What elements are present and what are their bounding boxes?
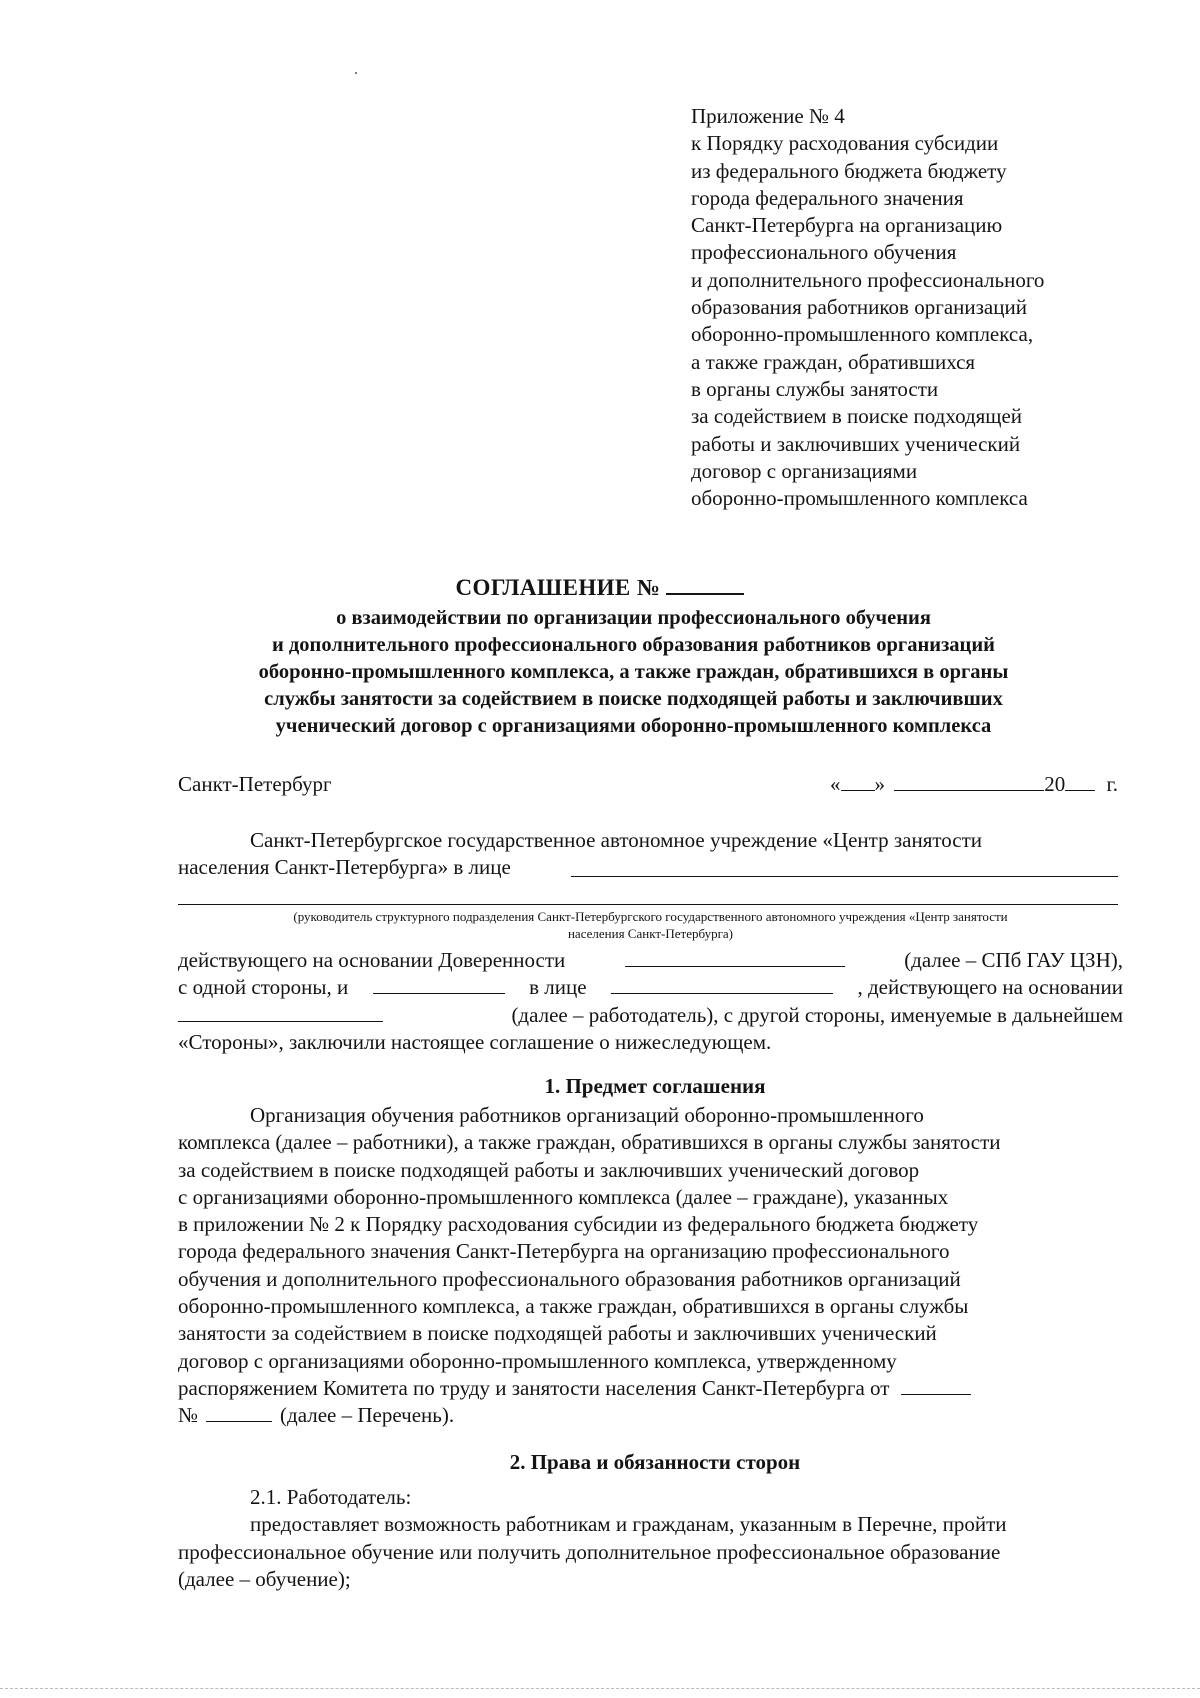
scan-edge: [0, 1688, 1200, 1690]
section-1-line: [178, 1320, 1123, 1347]
annex-line: оборонно-промышленного комплекса,: [691, 322, 1034, 347]
annex-reference: [691, 103, 1161, 512]
representative-blank: [571, 876, 1118, 877]
annex-line: города федерального значения: [691, 185, 964, 210]
city-name: Санкт-Петербург: [178, 772, 332, 796]
annex-line: а также граждан, обратившихся: [691, 349, 976, 374]
annex-line: образования работников организаций: [691, 295, 1027, 320]
date-open-quote: «: [830, 772, 841, 796]
agreement-title-text: СОГЛАШЕНИЕ №: [455, 575, 661, 600]
parties-line-2: [178, 854, 1123, 881]
section-1-line: [178, 1402, 1123, 1429]
annex-line: за содействием в поиске подходящей: [691, 404, 1023, 429]
annex-line: профессионального обучения: [691, 240, 957, 265]
day-blank: [841, 771, 875, 791]
section-2-line: [178, 1539, 1123, 1566]
annex-line: из федерального бюджета бюджету: [691, 158, 1007, 183]
subtitle-line: и дополнительного профессионального образования работников организаций: [272, 634, 995, 656]
parties-text: в лице: [529, 975, 587, 1000]
year-blank: [1065, 771, 1095, 791]
caption-line: населения Санкт-Петербурга): [567, 926, 734, 941]
annex-line: договор с организациями: [691, 458, 918, 483]
subtitle-line: службы занятости за содействием в поиске подходящей работы и заключивших: [264, 688, 1003, 710]
section-1-text: занятости за содействием в поиске подходящей работы и заключивших ученический: [178, 1321, 937, 1346]
scan-speck: [355, 72, 357, 74]
section-1-heading: 1. Предмет соглашения: [544, 1074, 766, 1098]
section-1-line: [178, 1184, 1123, 1211]
parties-text: действующего на основании Доверенности: [178, 948, 566, 972]
representative-blank-2: [178, 904, 1118, 905]
parties-line-5: [178, 1002, 1123, 1029]
section-1-line: [178, 1102, 1123, 1129]
year-suffix: г.: [1106, 772, 1118, 796]
section-2-heading: 2. Права и обязанности сторон: [509, 1450, 801, 1474]
section-1-body: [178, 1102, 1123, 1430]
section-1-line: [178, 1157, 1123, 1184]
section-2-line: [178, 1511, 1123, 1538]
order-date-blank: [901, 1375, 971, 1395]
section-2-line: [178, 1484, 1123, 1511]
section-1-text: обучения и дополнительного профессионального образования работников организаций: [178, 1266, 961, 1291]
section-2-text: (далее – обучение);: [178, 1566, 351, 1591]
section-1-text: оборонно-промышленного комплекса, а также граждан, обратившихся в органы службы: [178, 1294, 969, 1319]
section-1-text: за содействием в поиске подходящей работы и заключивших ученический договор: [178, 1157, 920, 1182]
parties-line-4: [178, 974, 1123, 1001]
section-2-text: предоставляет возможность работникам и гражданам, указанным в Перечне, пройти: [250, 1512, 1007, 1537]
section-1-line: [178, 1375, 1123, 1402]
year-prefix: 20: [1044, 772, 1066, 796]
subtitle-line: оборонно-промышленного комплекса, а также граждан, обратившихся в органы: [258, 661, 1009, 683]
power-of-attorney-blank: [625, 947, 845, 967]
section-1-line: [178, 1348, 1123, 1375]
parties-text: населения Санкт-Петербурга» в лице: [178, 855, 511, 880]
section-1-text: распоряжением Комитета по труду и занятости населения Санкт-Петербурга от: [178, 1375, 890, 1400]
section-2-line: [178, 1566, 1123, 1593]
parties-text: (далее – СПб ГАУ ЦЗН),: [904, 948, 1123, 972]
section-1-text: в приложении № 2 к Порядку расходования субсидии из федерального бюджета бюджету: [178, 1212, 979, 1237]
date-close-quote: »: [874, 772, 885, 796]
place-date-row: [178, 770, 1118, 800]
employer-representative-blank: [611, 974, 833, 994]
annex-line: Приложение № 4: [691, 104, 845, 128]
section-1-line: [178, 1129, 1123, 1156]
parties-text: (далее – работодатель), с другой стороны, именуемые в дальнейшем: [511, 1002, 1123, 1027]
agreement-subtitle: [176, 605, 1091, 740]
parties-line-3: [178, 947, 1123, 974]
parties-text: «Стороны», заключили настоящее соглашение о нижеследующем.: [178, 1029, 772, 1054]
annex-line: работы и заключивших ученический: [691, 431, 1021, 456]
agreement-number-blank: [666, 571, 744, 595]
employer-basis-blank: [178, 1002, 383, 1022]
parties-paragraph-end: [178, 947, 1123, 1056]
employer-blank: [373, 974, 505, 994]
annex-line: в органы службы занятости: [691, 376, 939, 401]
section-1-line: [178, 1293, 1123, 1320]
section-1-text: города федерального значения Санкт-Петербурга на организацию профессионального: [178, 1239, 950, 1264]
section-1-text: договор с организациями оборонно-промышленного комплекса, утвержденному: [178, 1348, 897, 1373]
section-1-text: комплекса (далее – работники), а также граждан, обратившихся в органы службы занятости: [178, 1130, 1001, 1155]
annex-line: к Порядку расходования субсидии: [691, 131, 999, 156]
section-1-line: [178, 1211, 1123, 1238]
annex-line: Санкт-Петербурга на организацию: [691, 213, 1003, 238]
annex-line: и дополнительного профессионального: [691, 267, 1045, 292]
subtitle-line: о взаимодействии по организации профессионального обучения: [336, 607, 931, 629]
section-2-text: профессиональное обучение или получить дополнительное профессиональное образование: [178, 1539, 1001, 1564]
section-1-text: (далее – Перечень).: [280, 1403, 455, 1428]
caption-line: (руководитель структурного подразделения Санкт-Петербургского государственного автономного учреждения «Центр занятости: [293, 909, 1008, 924]
section-1-line: [178, 1238, 1123, 1265]
date-field: [830, 770, 1118, 798]
parties-text: Санкт-Петербургское государственное автономное учреждение «Центр занятости: [250, 828, 983, 852]
section-1-text: №: [178, 1403, 199, 1428]
section-2-body: [178, 1484, 1123, 1593]
order-number-blank: [206, 1402, 272, 1422]
subtitle-line: ученический договор с организациями оборонно-промышленного комплекса: [275, 715, 992, 737]
section-2-text: 2.1. Работодатель:: [250, 1485, 412, 1509]
representative-caption: [178, 908, 1123, 942]
parties-line-1: [178, 827, 1123, 854]
section-1-text: Организация обучения работников организаций оборонно-промышленного: [250, 1103, 924, 1127]
annex-line: оборонно-промышленного комплекса: [691, 486, 1028, 511]
parties-line-6: [178, 1029, 1123, 1056]
month-blank: [894, 771, 1044, 791]
section-1-line: [178, 1266, 1123, 1293]
section-1-text: с организациями оборонно-промышленного комплекса (далее – граждане), указанных: [178, 1184, 949, 1209]
parties-text: , действующего на основании: [857, 975, 1123, 1000]
parties-paragraph-start: [178, 827, 1123, 882]
agreement-title: [0, 571, 1200, 603]
parties-text: с одной стороны, и: [178, 975, 349, 1000]
